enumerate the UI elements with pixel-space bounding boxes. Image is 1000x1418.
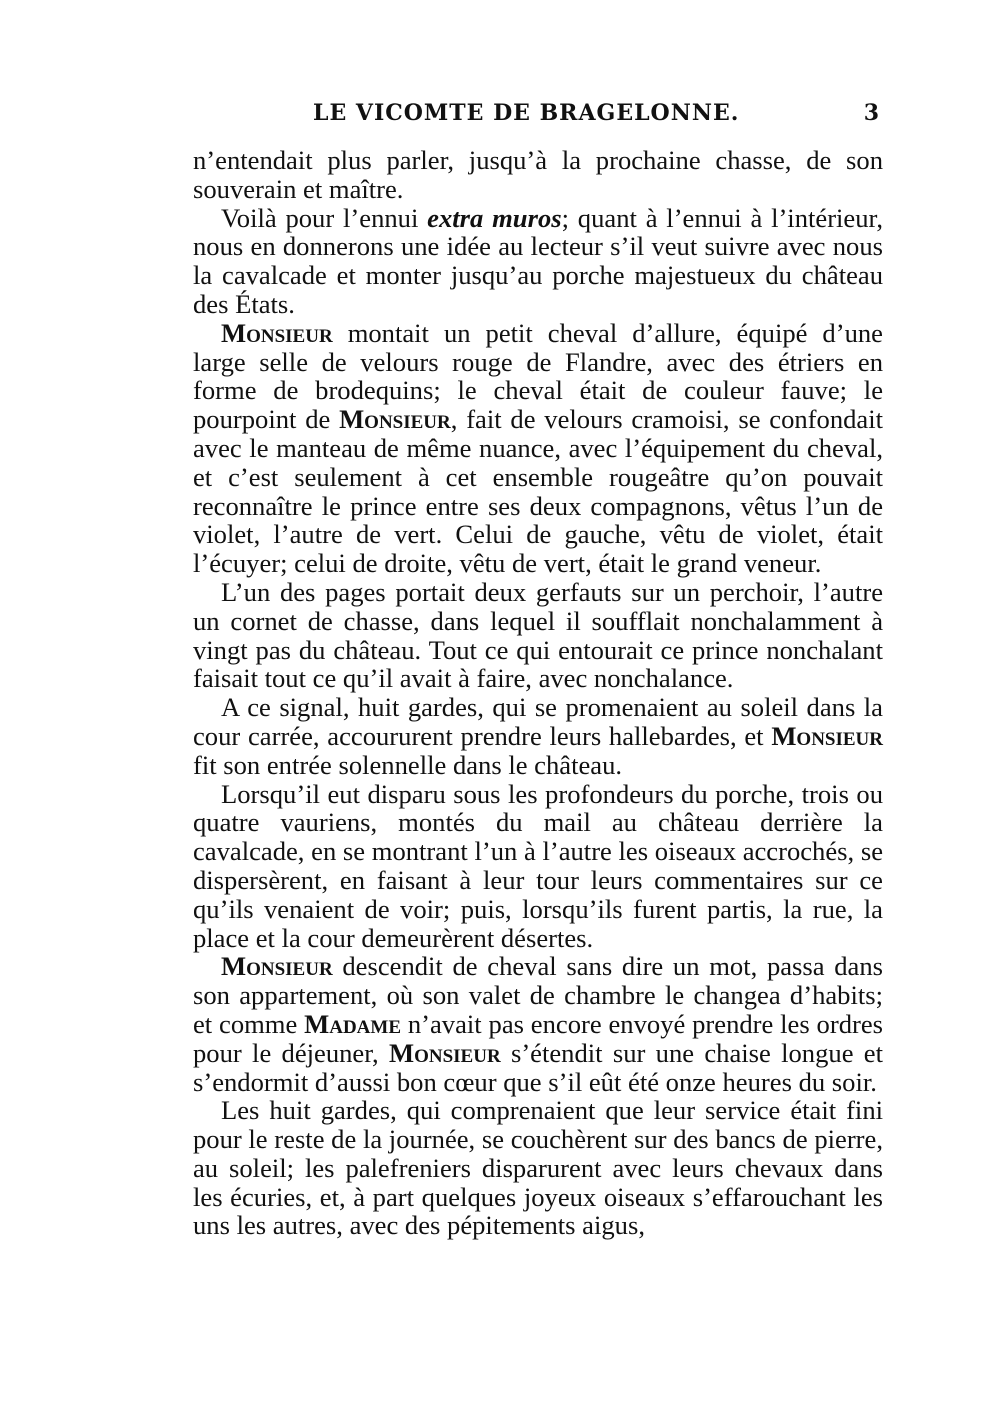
- paragraph-8: [193, 1096, 883, 1240]
- paragraph-5-text-a: A ce signal, huit gardes, qui se promenaient au soleil dans la cour carrée, accoururent prendre leurs hallebardes, et: [193, 692, 883, 751]
- paragraph-7-text-c: s’étendit sur une chaise longue et s’endormit d’aussi bon cœur que s’il eût été onze heures du soir.: [193, 1037, 883, 1097]
- paragraph-2: [193, 204, 883, 319]
- paragraph-5: [193, 693, 883, 779]
- paragraph-1: [193, 146, 883, 204]
- paragraph-7-text-a: descendit de cheval sans dire un mot, passa dans son appartement, où son valet de chambre le changea d’habits; et comme: [193, 951, 883, 1039]
- paragraph-1-text: n’entendait plus parler, jusqu’à la prochaine chasse, de son souverain et maître.: [193, 145, 883, 204]
- running-header: [193, 100, 883, 134]
- paragraph-3-text-a: montait un petit cheval d’allure, équipé d’une large selle de velours rouge de Flandre, avec des étriers en forme de brodequins; le cheval était de couleur fauve; le pourpoint de: [193, 317, 883, 435]
- paragraph-2-italic: extra muros: [427, 202, 562, 233]
- paragraph-5-text-b: fit son entrée solennelle dans le château.: [193, 749, 623, 780]
- paragraph-7-smallcaps-3: Monsieur: [388, 1037, 501, 1068]
- paragraph-3: [193, 319, 883, 578]
- paragraph-7: [193, 952, 883, 1096]
- paragraph-7-text-b: n’avait pas encore envoyé prendre les ordres pour le déjeuner,: [193, 1008, 884, 1068]
- paragraph-3-smallcaps-1: Monsieur: [221, 317, 333, 348]
- paragraph-2-text-a: Voilà pour l’ennui: [221, 202, 428, 233]
- body-text: [193, 146, 883, 1240]
- paragraph-6: [193, 780, 883, 953]
- paragraph-5-smallcaps: Monsieur: [771, 720, 883, 751]
- paragraph-4-text: L’un des pages portait deux gerfauts sur un perchoir, l’autre un cornet de chasse, dans lequel il soufflait nonchalamment à vingt pas du château. Tout ce qui entourait ce prince nonchalant faisait tout ce qu’il avait à faire, avec nonchalance.: [193, 576, 883, 694]
- paragraph-6-text: Lorsqu’il eut disparu sous les profondeurs du porche, trois ou quatre vauriens, montés du mail au château derrière la cavalcade, en se montrant l’un à l’autre les oiseaux accrochés, se dispersèrent, en faisant à leur tour leurs commentaires sur ce qu’ils venaient de voir; puis, lorsqu’ils furent partis, la rue, la place et la cour demeurèrent désertes.: [193, 778, 883, 953]
- paragraph-3-text-b: , fait de velours cramoisi, se confondait avec le manteau de même nuance, avec l’équipement du cheval, et c’est seulement à cet ensemble rougeâtre qu’on pouvait reconnaître le prince entre ses deux compagnons, vêtus l’un de violet, l’autre de vert. Celui de gauche, vêtu de violet, était l’écuyer; celui de droite, vêtu de vert, était le grand veneur.: [193, 404, 884, 579]
- paragraph-7-smallcaps-1: Monsieur: [221, 951, 333, 982]
- paragraph-3-smallcaps-2: Monsieur: [339, 404, 451, 435]
- paragraph-7-smallcaps-2: Madame: [304, 1008, 402, 1039]
- running-title: LE VICOMTE DE BRAGELONNE.: [313, 100, 740, 126]
- paragraph-4: [193, 578, 883, 693]
- paragraph-2-text-b: ; quant à l’ennui à l’intérieur, nous en donnerons une idée au lecteur s’il veut suivre avec nous la cavalcade et monter jusqu’au porche majestueux du château des États.: [193, 202, 883, 319]
- page-number: 3: [863, 100, 879, 126]
- paragraph-8-text: Les huit gardes, qui comprenaient que leur service était fini pour le reste de la journée, se couchèrent sur des bancs de pierre, au soleil; les palefreniers disparurent avec leurs chevaux dans les écuries, et, à part quelques joyeux oiseaux s’effarouchant les uns les autres, avec des pépitements aigus,: [193, 1095, 883, 1241]
